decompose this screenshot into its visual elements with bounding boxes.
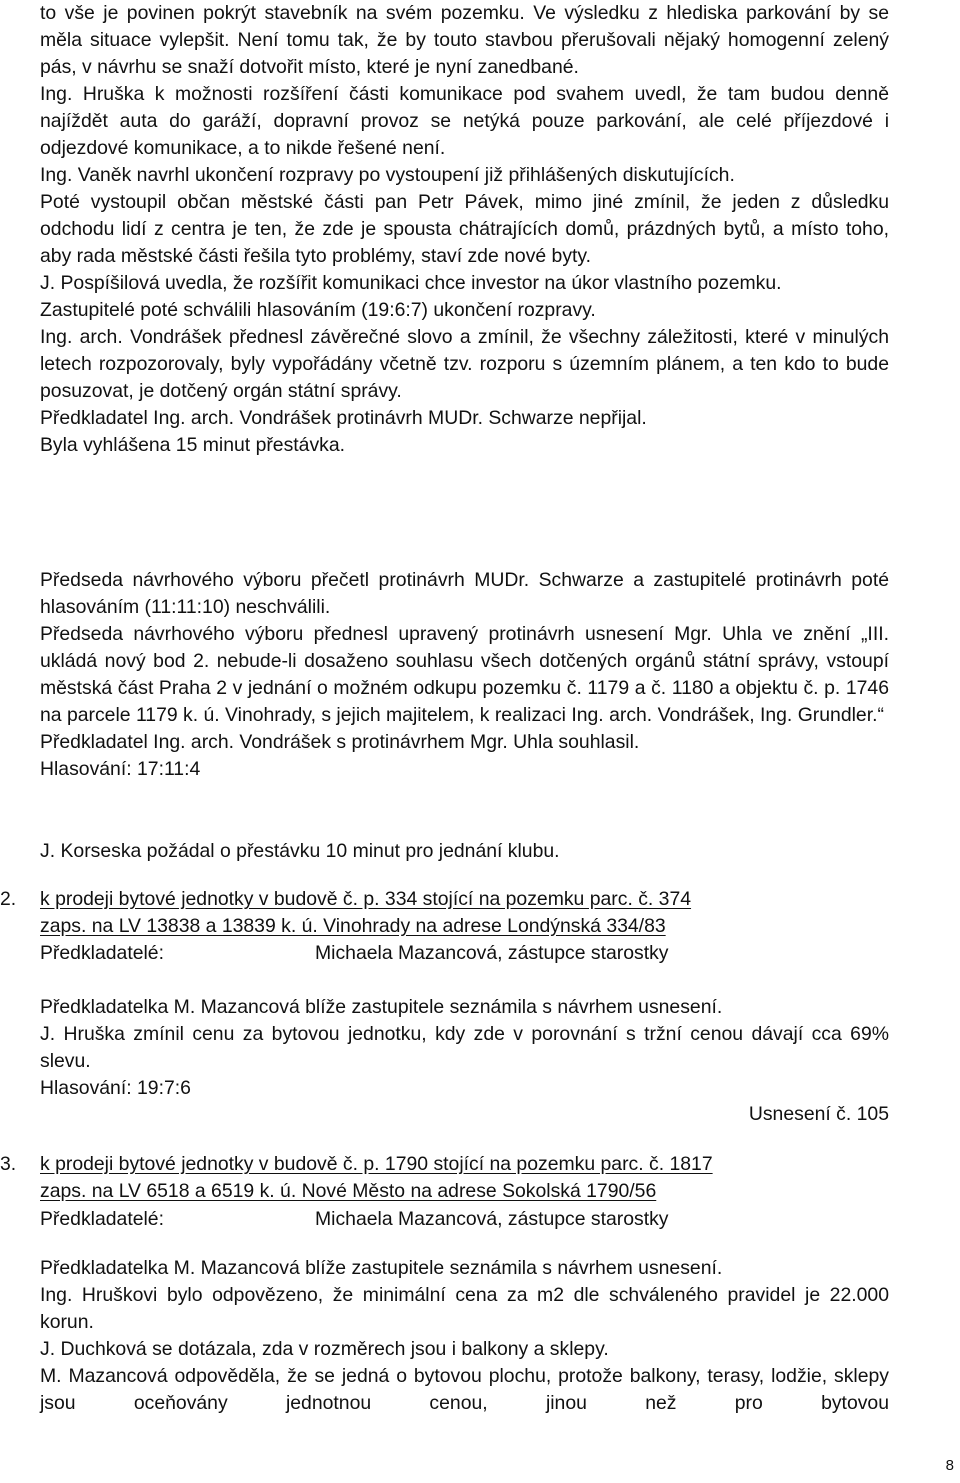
- paragraph: Předkladatel Ing. arch. Vondrášek protinávrh MUDr. Schwarze nepřijal.: [40, 407, 647, 429]
- discussion-block: [40, 0, 889, 459]
- counterproposal-block: [40, 567, 889, 783]
- item-number: 2.: [0, 888, 17, 910]
- paragraph: J. Hruška zmínil cenu za bytovou jednotku, kdy zde v porovnání s tržní cenou dávají cca 69% slevu.: [40, 1023, 889, 1072]
- paragraph: Předkladatel Ing. arch. Vondrášek s protinávrhem Mgr. Uhla souhlasil.: [40, 731, 640, 753]
- paragraph: J. Korseska požádal o přestávku 10 minut pro jednání klubu.: [40, 840, 560, 862]
- item-body: [40, 994, 889, 1102]
- paragraph: Ing. Hruškovi bylo odpovězeno, že minimální cena za m2 dle schváleného pravidel je 22.000 korun.: [40, 1284, 889, 1333]
- paragraph: Předkladatelka M. Mazancová blíže zastupitele seznámila s návrhem usnesení.: [40, 996, 723, 1018]
- resolution-number: Usnesení č. 105: [748, 1103, 889, 1125]
- paragraph: M. Mazancová odpověděla, že se jedná o bytovou plochu, protože balkony, terasy, lodžie, sklepy jsou oceňovány jednotnou cenou, jinou než pro bytovou: [40, 1365, 889, 1414]
- item-body: [40, 1255, 889, 1417]
- item-heading-line: zaps. na LV 13838 a 13839 k. ú. Vinohrady na adrese Londýnská 334/83: [40, 915, 666, 937]
- vote-result: Hlasování: 17:11:4: [40, 758, 201, 780]
- item-heading: [40, 886, 840, 940]
- paragraph: Předkladatelka M. Mazancová blíže zastupitele seznámila s návrhem usnesení.: [40, 1257, 723, 1279]
- paragraph: Předseda návrhového výboru přednesl upravený protinávrh usnesení Mgr. Uhla ve znění „III. ukládá nový bod 2. nebude-li dosaženo souhlasu všech dotčených orgánů státní správy, vstoupí městská část Praha 2 v jednání o možném odkupu pozemku č. 1179 a č. 1180 a objektu č. p. 1746 na parcele 1179 k. ú. Vinohrady, s jejich majitelem, k realizaci Ing. arch. Vondrášek, Ing. Grundler.“: [40, 623, 889, 726]
- break-request: [40, 838, 889, 865]
- presenter-value: Michaela Mazancová, zástupce starostky: [315, 1208, 669, 1230]
- paragraph: Poté vystoupil občan městské části pan Petr Pávek, mimo jiné zmínil, že jeden z důsledku odchodu lidí z centra je ten, že zde je spousta chátrajících domů, prázdných bytů, a místo toho, aby rada městské části řešila tyto problémy, staví zde nové byty.: [40, 191, 889, 267]
- item-number: 3.: [0, 1153, 17, 1175]
- item-heading-line: k prodeji bytové jednotky v budově č. p. 334 stojící na pozemku parc. č. 374: [40, 888, 692, 910]
- page-number: 8: [945, 1457, 954, 1474]
- paragraph: J. Pospíšilová uvedla, že rozšířit komunikaci chce investor na úkor vlastního pozemku.: [40, 272, 782, 294]
- paragraph: to vše je povinen pokrýt stavebník na svém pozemku. Ve výsledku z hlediska parkování by se měla situace vylepšit. Není tomu tak, že by touto stavbou přerušovali nějaký homogenní zelený pás, v návrhu se snaží dotvořit místo, které je nyní zanedbané.: [40, 2, 889, 78]
- paragraph: J. Duchková se dotázala, zda v rozměrech jsou i balkony a sklepy.: [40, 1338, 609, 1360]
- paragraph: Předseda návrhového výboru přečetl protinávrh MUDr. Schwarze a zastupitelé protinávrh poté hlasováním (11:11:10) neschválili.: [40, 569, 889, 618]
- paragraph: Ing. Hruška k možnosti rozšíření části komunikace pod svahem uvedl, že tam budou denně najíždět auta do garáží, dopravní provoz se netýká pouze parkování, ale celé příjezdové i odjezdové komunikace, a to nikde řešené není.: [40, 83, 889, 159]
- paragraph: Ing. arch. Vondrášek přednesl závěrečné slovo a zmínil, že všechny záležitosti, které v minulých letech rozpozorovaly, byly vypořádány včetně tzv. rozporu s územním plánem, a ten kdo to bude posuzovat, je dotčený orgán státní správy.: [40, 326, 889, 402]
- paragraph: Ing. Vaněk navrhl ukončení rozpravy po vystoupení již přihlášených diskutujících.: [40, 164, 735, 186]
- item-heading-line: k prodeji bytové jednotky v budově č. p. 1790 stojící na pozemku parc. č. 1817: [40, 1153, 713, 1175]
- presenter-value: Michaela Mazancová, zástupce starostky: [315, 942, 669, 964]
- presenter-label: Předkladatelé:: [40, 1208, 164, 1230]
- item-heading: [40, 1151, 840, 1205]
- paragraph: Byla vyhlášena 15 minut přestávka.: [40, 434, 346, 456]
- item-heading-line: zaps. na LV 6518 a 6519 k. ú. Nové Město na adrese Sokolská 1790/56: [40, 1180, 657, 1202]
- presenter-label: Předkladatelé:: [40, 942, 164, 964]
- vote-result: Hlasování: 19:7:6: [40, 1077, 191, 1099]
- paragraph: Zastupitelé poté schválili hlasováním (19:6:7) ukončení rozpravy.: [40, 299, 596, 321]
